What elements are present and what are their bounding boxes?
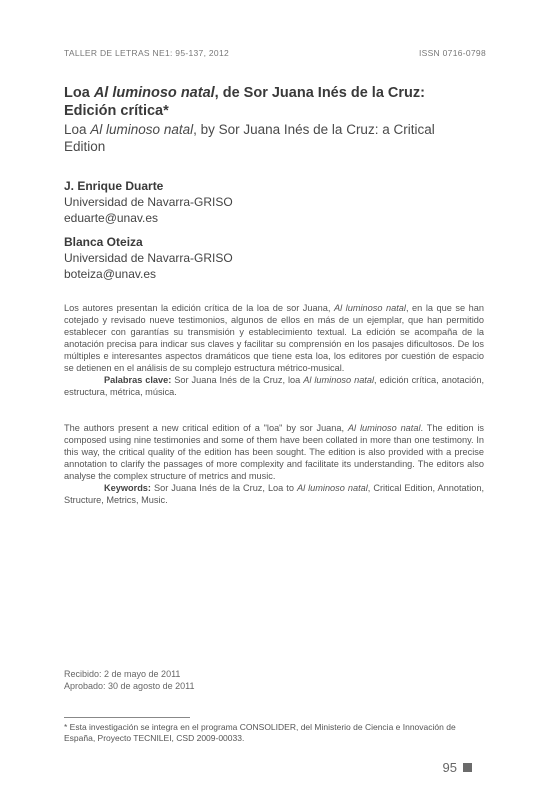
abstract-text: Los autores presentan la edición crítica de la loa de sor Juana, Al luminoso natal, en la que se han cotejado y revisado nueve testimonios, algunos de ellos en más de un ejemplar, que han permitido establecer con garantías su transmisión y establecimiento textual. La edición se acompaña de la anotación precisa para indicar sus claves y facilitar su comprensión en los pasajes dificultosos. De los múltiples e interesantes aspectos dramáticos que tiene esta loa, los editores por cuestión de espacio se detienen en el análisis de su complejo estructura métrico-musical. — [64, 303, 484, 373]
page-number — [443, 760, 472, 775]
issn: ISSN 0716-0798 — [418, 48, 486, 58]
author-block — [64, 234, 233, 282]
author-affiliation: Universidad de Navarra-GRISO — [64, 195, 233, 209]
received-date: Recibido: 2 de mayo de 2011 — [64, 669, 181, 679]
author-name: Blanca Oteiza — [64, 235, 143, 249]
author-name: J. Enrique Duarte — [64, 179, 164, 193]
square-marker-icon — [463, 763, 472, 772]
author-block — [64, 178, 233, 226]
submission-dates — [64, 668, 194, 692]
footnote: * Esta investigación se integra en el programa CONSOLIDER, del Ministerio de Ciencia e Innovación de España, Proyecto TECNILEI, CSD 2009-00033. — [64, 722, 456, 743]
keywords: Keywords: Sor Juana Inés de la Cruz, Loa to Al luminoso natal, Critical Edition, Annotation, Structure, Metrics, Music. — [64, 483, 485, 505]
abstract-spanish — [64, 302, 484, 398]
author-email: eduarte@unav.es — [64, 211, 159, 225]
author-affiliation: Universidad de Navarra-GRISO — [64, 251, 233, 265]
page-number-text: 95 — [442, 760, 457, 775]
abstract-text: The authors present a new critical edition of a "loa" by sor Juana, Al luminoso natal. The edition is composed using nine testimonies and some of them have been collated in more than one testimony. In this way, the critical quality of the edition has been sought. The edition is also provided with a precise annotation to clarify the passages of more complexity and facilitate its understanding. The editors also analyse the complex structure of metrics and music. — [64, 423, 484, 481]
footnote-rule — [64, 717, 190, 718]
journal-citation: TALLER DE LETRAS NE1: 95-137, 2012 — [64, 48, 230, 58]
keywords: Palabras clave: Sor Juana Inés de la Cruz, loa Al luminoso natal, edición crítica, anotación, estructura, métrica, música. — [64, 375, 484, 397]
abstract-english — [64, 422, 484, 506]
title-english: Loa Al luminoso natal, by Sor Juana Inés de la Cruz: a Critical Edition — [64, 122, 435, 154]
title-spanish: Loa Al luminoso natal, de Sor Juana Inés de la Cruz: Edición crítica* — [64, 85, 425, 119]
approved-date: Aprobado: 30 de agosto de 2011 — [64, 681, 195, 691]
author-email: boteiza@unav.es — [64, 267, 157, 281]
